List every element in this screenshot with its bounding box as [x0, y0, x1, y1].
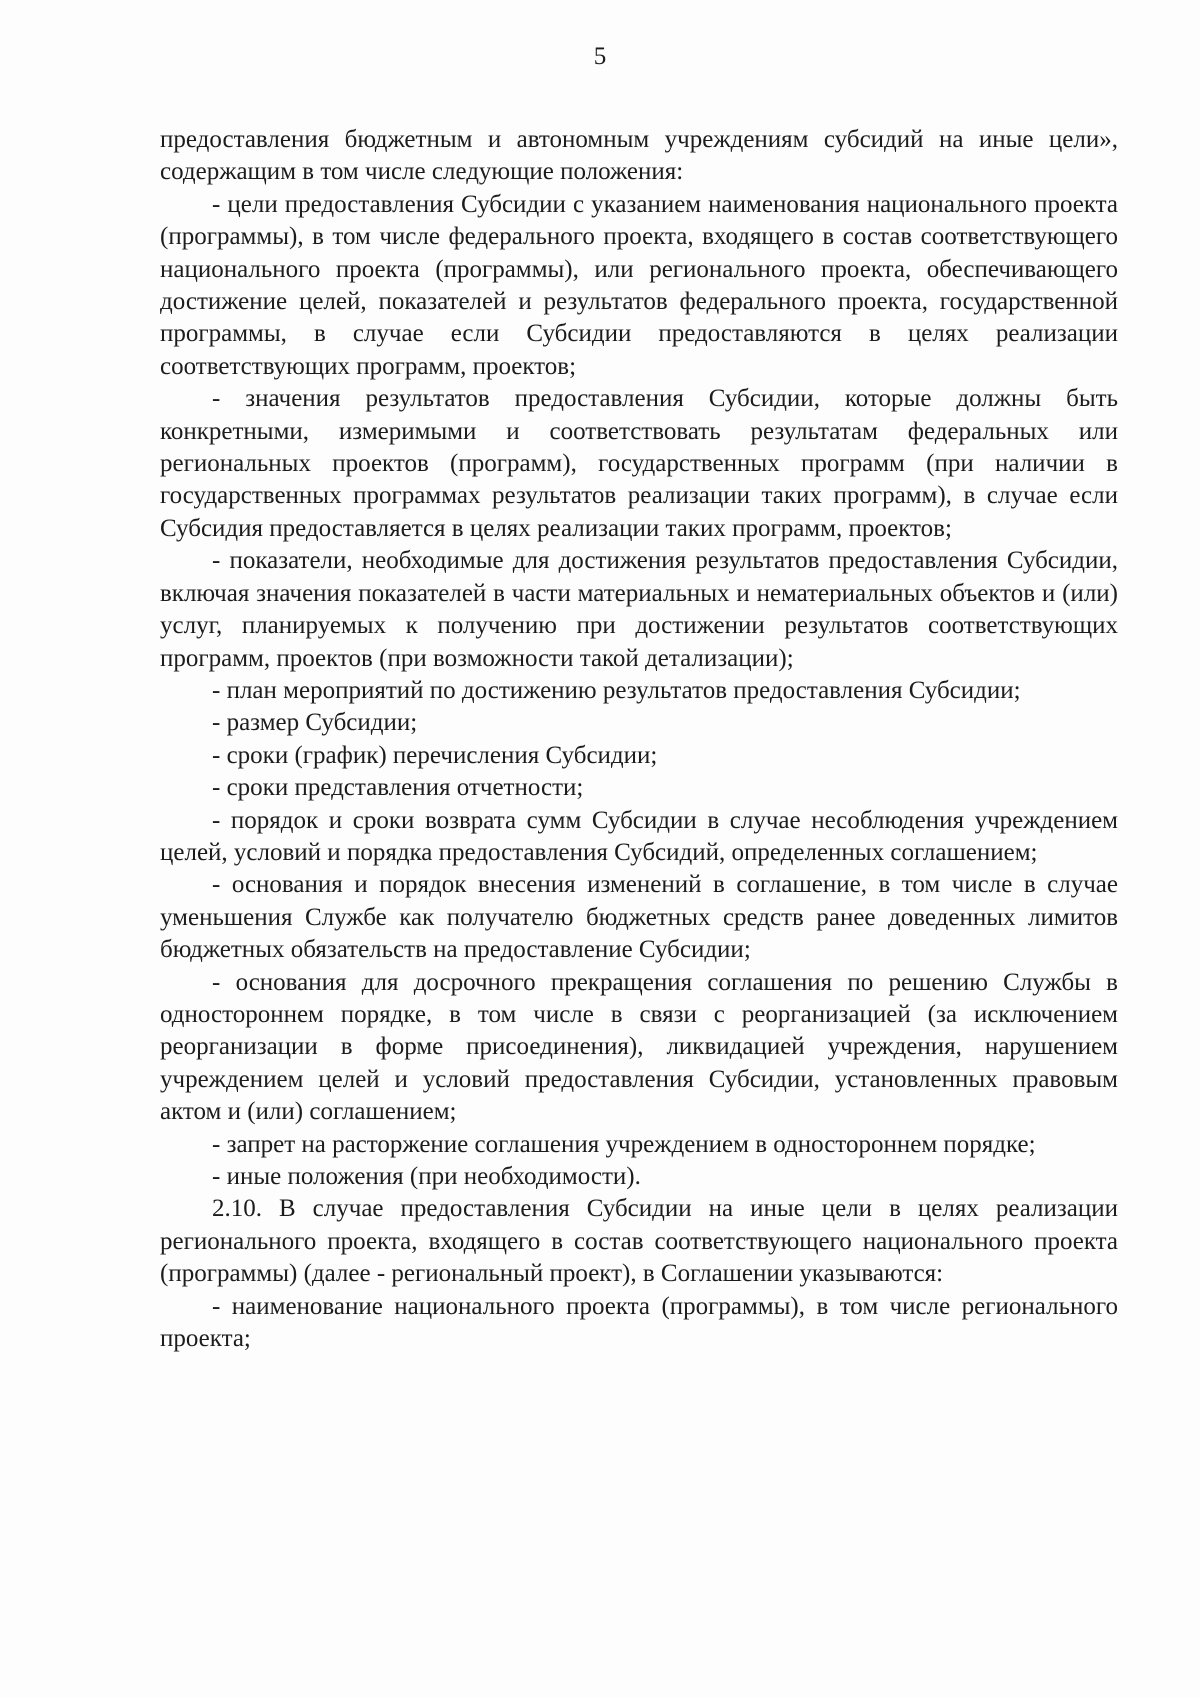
paragraph-2: - цели предоставления Субсидии с указанием наименования национального проекта (программы), в том числе федерального проекта, входящего в состав соответствующего национального проекта (программы), или регионального проекта, обеспечивающего достижение целей, показателей и результатов федерального проекта, государственной программы, в случае если Субсидии предоставляются в целях реализации соответствующих программ, проектов;: [160, 190, 1118, 380]
paragraph-14: 2.10. В случае предоставления Субсидии на иные цели в целях реализации регионального проекта, входящего в состав соответствующего национального проекта (программы) (далее - региональный проект), в Соглашении указываются:: [160, 1195, 1118, 1288]
paragraph-15: - наименование национального проекта (программы), в том числе регионального проекта;: [160, 1292, 1118, 1353]
paragraph-7: - сроки (график) перечисления Субсидии;: [212, 741, 658, 769]
paragraph-11: - основания для досрочного прекращения соглашения по решению Службы в одностороннем порядке, в том числе в связи с реорганизацией (за исключением реорганизации в форме присоединения), ликвидацией учреждения, нарушением учреждением целей и условий предоставления Субсидии, установленных правовым актом и (или) соглашением;: [160, 968, 1118, 1126]
paragraph-9: - порядок и сроки возврата сумм Субсидии в случае несоблюдения учреждением целей, условий и порядка предоставления Субсидий, определенных соглашением;: [160, 806, 1118, 866]
paragraph-3: - значения результатов предоставления Субсидии, которые должны быть конкретными, измеримыми и соответствовать результатам федеральных или региональных проектов (программ), государственных программ (при наличии в государственных программах результатов реализации таких программ), в случае если Субсидия предоставляется в целях реализации таких программ, проектов;: [160, 385, 1118, 542]
paragraph-6: - размер Субсидии;: [212, 709, 418, 737]
paragraph-1: предоставления бюджетным и автономным учреждениям субсидий на иные цели», содержащим в том числе следующие положения:: [160, 126, 1118, 186]
paragraph-5: - план мероприятий по достижению результатов предоставления Субсидии;: [212, 676, 1021, 704]
page-number: 5: [593, 43, 607, 70]
paragraph-4: - показатели, необходимые для достижения результатов предоставления Субсидии, включая значения показателей в части материальных и нематериальных объектов и (или) услуг, планируемых к получению при достижении результатов соответствующих программ, проектов (при возможности такой детализации);: [160, 547, 1118, 672]
paragraph-13: - иные положения (при необходимости).: [212, 1163, 641, 1190]
paragraph-10: - основания и порядок внесения изменений в соглашение, в том числе в случае уменьшения Службе как получателю бюджетных средств ранее доведенных лимитов бюджетных обязательств на предоставление Субсидии;: [160, 871, 1118, 964]
paragraph-12: - запрет на расторжение соглашения учреждением в одностороннем порядке;: [212, 1130, 1036, 1158]
document-body: [160, 124, 1118, 1355]
paragraph-8: - сроки представления отчетности;: [212, 774, 584, 802]
